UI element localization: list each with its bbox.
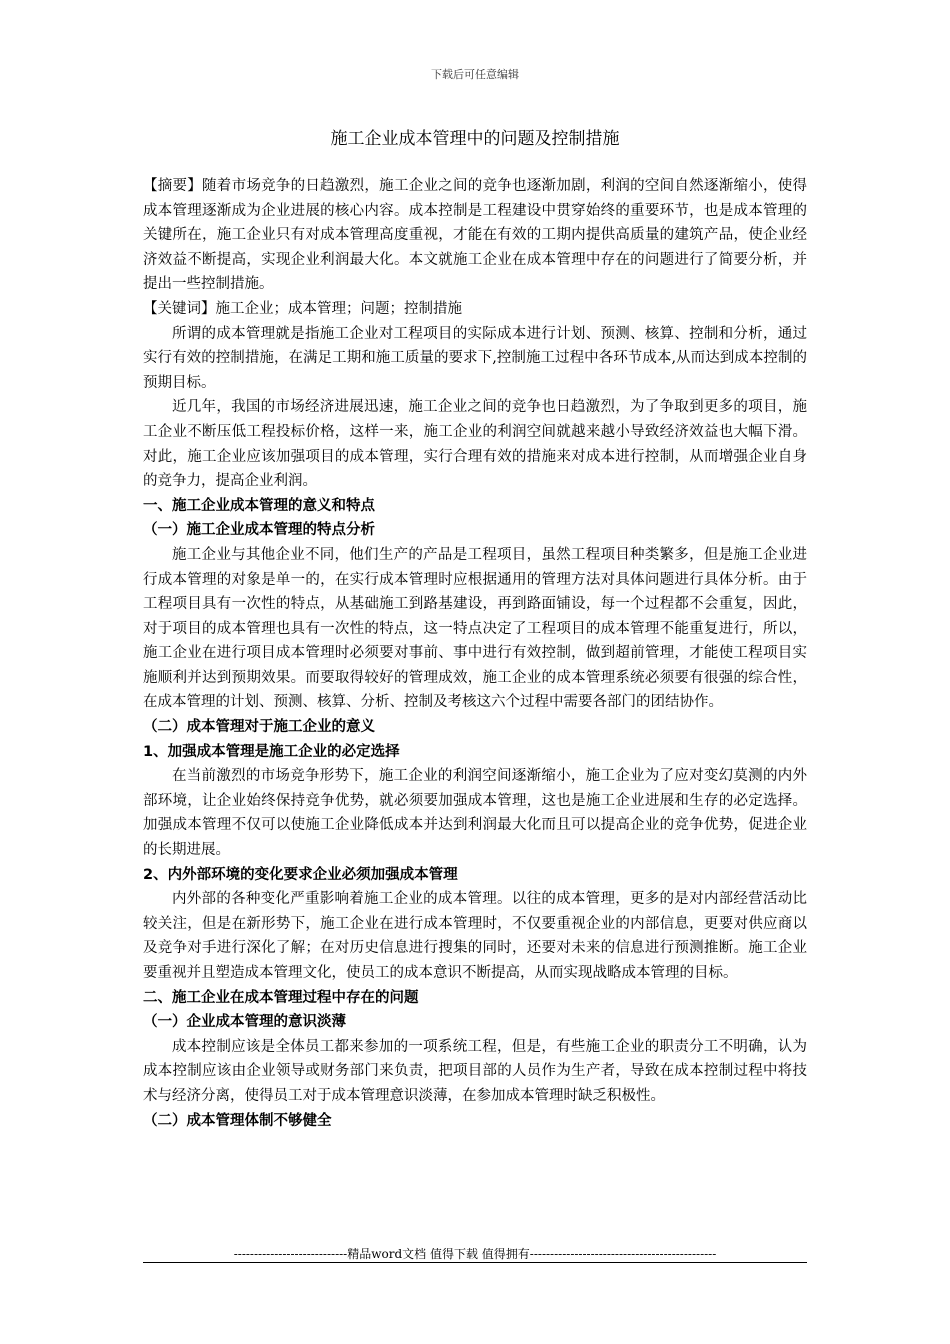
body-paragraph: 在当前激烈的市场竞争形势下，施工企业的利润空间逐渐缩小，施工企业为了应对变幻莫测的内外部环境，让企业始终保持竞争优势，就必须要加强成本管理，这也是施工企业进展和生存的必定选择。加强成本管理不仅可以使施工企业降低成本并达到利润最大化而且可以提高企业的竞争优势，促进企业的长期进展。 <box>143 768 807 859</box>
section-heading: 二、施工企业在成本管理过程中存在的问题 <box>143 989 419 1006</box>
body-paragraph: 施工企业与其他企业不同，他们生产的产品是工程项目，虽然工程项目种类繁多，但是施工企业进行成本管理的对象是单一的，在实行成本管理时应根据通用的管理方法对具体问题进行具体分析。由于工程项目具有一次性的特点，从基础施工到路基建设，再到路面铺设，每一个过程都不会重复，因此，对于项目的成本管理也具有一次性的特点，这一特点决定了工程项目的成本管理不能重复进行，所以，施工企业在进行项目成本管理时必须要对事前、事中进行有效控制，做到超前管理，才能使工程项目实施顺利并达到预期效果。而要取得较好的管理成效，施工企业的成本管理系统必须要有很强的综合性，在成本管理的计划、预测、核算、分析、控制及考核这六个过程中需要各部门的团结协作。 <box>143 546 807 711</box>
footer-rule <box>143 1262 807 1263</box>
document-title: 施工企业成本管理中的问题及控制措施 <box>330 129 620 149</box>
body-paragraph: 近几年，我国的市场经济进展迅速，施工企业之间的竞争也日趋激烈，为了争取到更多的项目，施工企业不断压低工程投标价格，这样一来，施工企业的利润空间就越来越小导致经济效益也大幅下滑。对此，施工企业应该加强项目的成本管理，实行合理有效的措施来对成本进行控制，从而增强企业自身的竞争力，提高企业利润。 <box>143 399 807 490</box>
subsection-heading: （一）企业成本管理的意识淡薄 <box>143 1014 346 1031</box>
page-footer: ----------------------------精品word文档 值得下载 值得拥有---------------------------------------------- <box>233 1247 717 1261</box>
section-heading: 一、施工企业成本管理的意义和特点 <box>143 497 375 514</box>
subsection-heading: （一）施工企业成本管理的特点分析 <box>143 522 375 539</box>
header-note: 下载后可任意编辑 <box>431 68 519 81</box>
body-paragraph: 所谓的成本管理就是指施工企业对工程项目的实际成本进行计划、预测、核算、控制和分析，通过实行有效的控制措施，在满足工期和施工质量的要求下,控制施工过程中各环节成本,从而达到成本控制的预期目标。 <box>143 325 807 391</box>
subsection-heading: 2、内外部环境的变化要求企业必须加强成本管理 <box>143 866 458 883</box>
subsection-heading: （二）成本管理体制不够健全 <box>143 1112 332 1129</box>
keywords-paragraph: 【关键词】施工企业；成本管理；问题；控制措施 <box>143 300 462 317</box>
subsection-heading: 1、加强成本管理是施工企业的必定选择 <box>143 743 400 760</box>
subsection-heading: （二）成本管理对于施工企业的意义 <box>143 719 375 736</box>
abstract-paragraph: 【摘要】随着市场竞争的日趋激烈，施工企业之间的竞争也逐渐加剧，利润的空间自然逐渐缩小，使得成本管理逐渐成为企业进展的核心内容。成本控制是工程建设中贯穿始终的重要环节，也是成本管理的关键所在，施工企业只有对成本管理高度重视，才能在有效的工期内提供高质量的建筑产品，使企业经济效益不断提高，实现企业利润最大化。本文就施工企业在成本管理中存在的问题进行了简要分析，并提出一些控制措施。 <box>143 178 807 293</box>
document-body <box>143 174 807 1133</box>
body-paragraph: 内外部的各种变化严重影响着施工企业的成本管理。以往的成本管理，更多的是对内部经营活动比较关注，但是在新形势下，施工企业在进行成本管理时，不仅要重视企业的内部信息，更要对供应商以及竞争对手进行深化了解；在对历史信息进行搜集的同时，还要对未来的信息进行预测推断。施工企业要重视并且塑造成本管理文化，使员工的成本意识不断提高，从而实现战略成本管理的目标。 <box>143 891 807 981</box>
body-paragraph: 成本控制应该是全体员工都来参加的一项系统工程，但是，有些施工企业的职责分工不明确，认为成本控制应该由企业领导或财务部门来负责，把项目部的人员作为生产者，导致在成本控制过程中将技术与经济分离，使得员工对于成本管理意识淡薄，在参加成本管理时缺乏积极性。 <box>143 1038 807 1104</box>
